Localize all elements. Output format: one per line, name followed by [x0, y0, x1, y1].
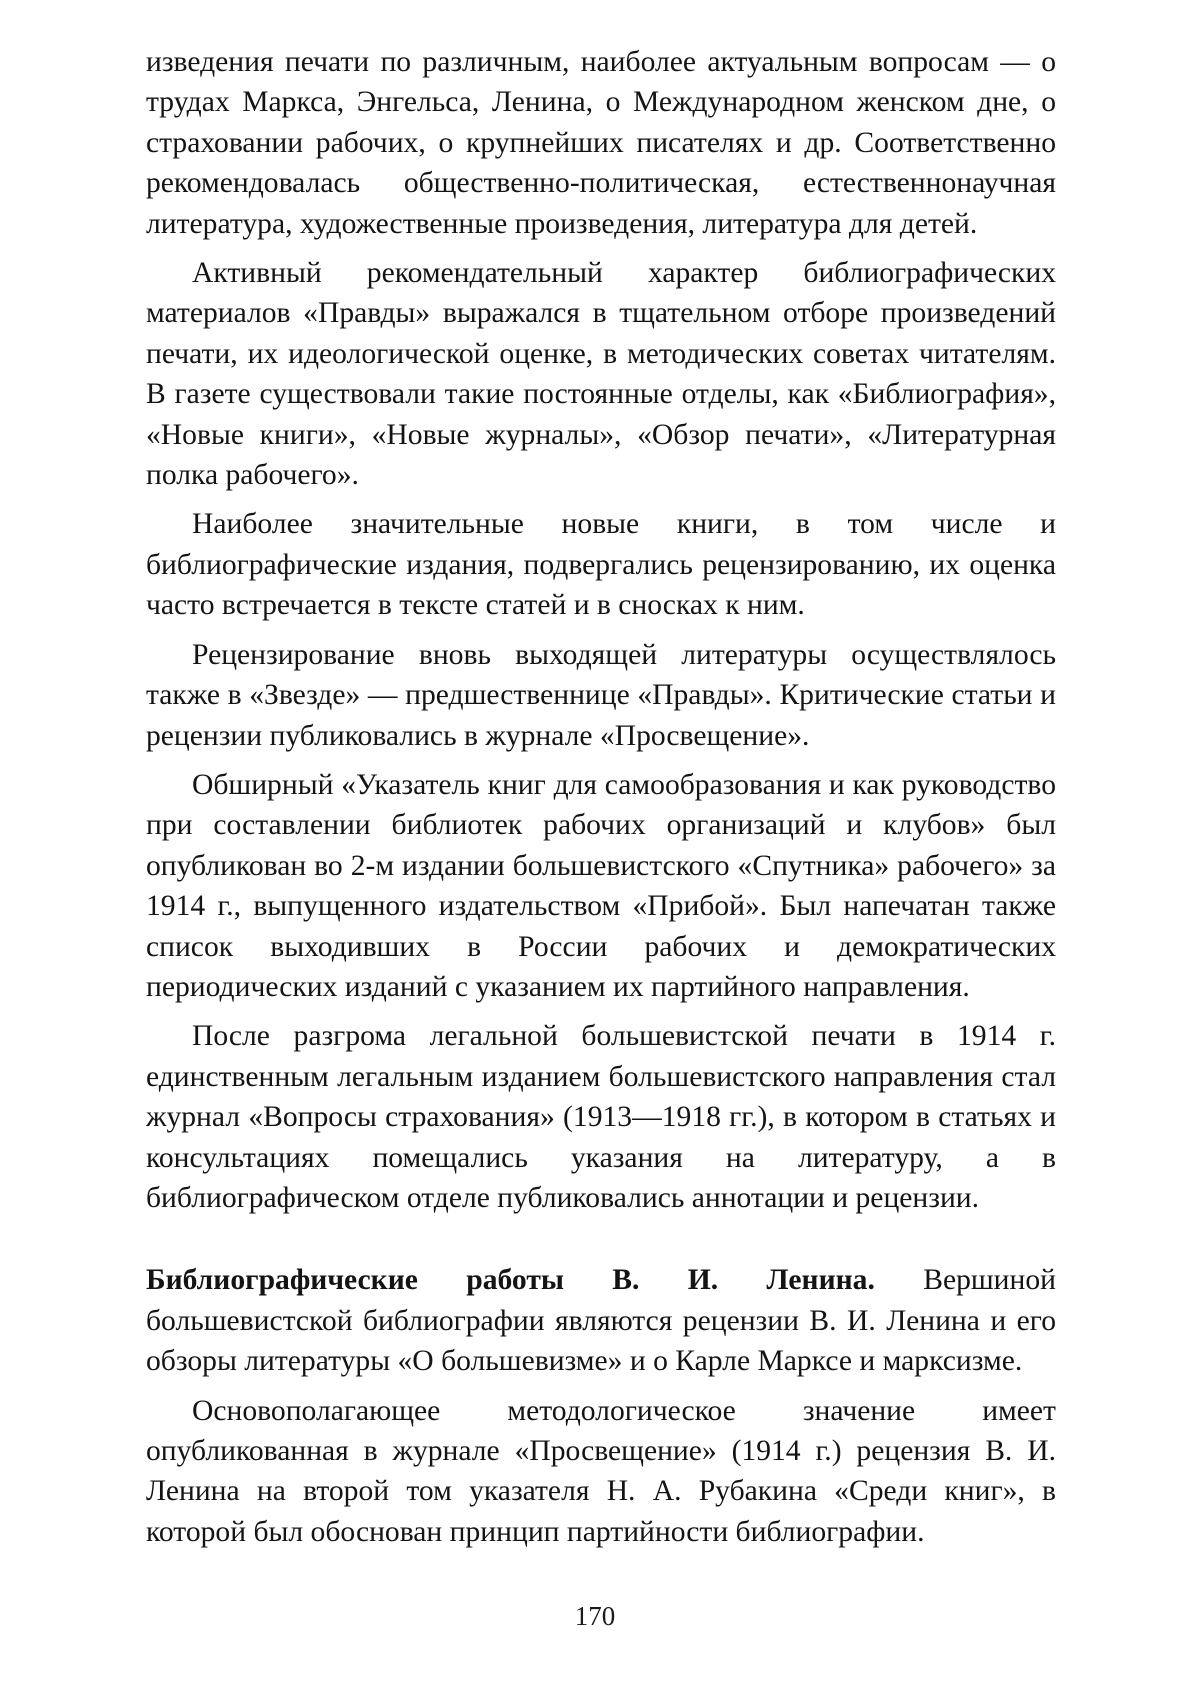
- section-lead-paragraph: [146, 1260, 1056, 1381]
- paragraph: Рецензирование вновь выходящей литературы осуществлялось также в «Звезде» — предшественнице «Правды». Критические статьи и рецензии публиковались в журнале «Просвещение».: [146, 638, 1056, 752]
- section-lead-text: Вершиной большевистской библиографии являются рецензии В. И. Ленина и его обзоры литературы «О большевизме» и о Карле Марксе и марксизме.: [146, 1264, 1056, 1378]
- section-heading: Библиографические работы В. И. Ленина.: [146, 1264, 875, 1297]
- paragraph: Наиболее значительные новые книги, в том числе и библиографические издания, подвергались рецензированию, их оценка часто встречается в тексте статей и в сносках к ним.: [146, 508, 1056, 622]
- paragraph: Активный рекомендательный характер библиографических материалов «Правды» выражался в тщательном отборе произведений печати, их идеологической оценке, в методических советах читателям. В газете существовали такие постоянные отделы, как «Библиография», «Новые книги», «Новые журналы», «Обзор печати», «Литературная полка рабочего».: [146, 257, 1056, 492]
- paragraph: Обширный «Указатель книг для самообразования и как руководство при составлении библиотек рабочих организаций и клубов» был опубликован во 2-м издании большевистского «Спутника» рабочего» за 1914 г., выпущенного издательством «Прибой». Был напечатан также список выходивших в России рабочих и демократических периодических изданий с указанием их партийного направления.: [146, 768, 1056, 1003]
- page-text: [146, 42, 1056, 1552]
- paragraph-continuation: изведения печати по различным, наиболее актуальным вопросам — о трудах Маркса, Энгельса, Ленина, о Международном женском дне, о страховании рабочих, о крупнейших писателях и др. Соответственно рекомендовалась общественно-политическая, естественнонаучная литература, художественные произведения, литература для детей.: [146, 46, 1056, 240]
- page-number: 170: [574, 1601, 616, 1631]
- paragraph: Основополагающее методологическое значение имеет опубликованная в журнале «Просвещение» (1914 г.) рецензия В. И. Ленина на второй том указателя Н. А. Рубакина «Среди книг», в которой был обоснован принцип партийности библиографии.: [146, 1394, 1056, 1548]
- paragraph: После разгрома легальной большевистской печати в 1914 г. единственным легальным изданием большевистского направления стал журнал «Вопросы страхования» (1913—1918 гг.), в котором в статьях и консультациях помещались указания на литературу, а в библиографическом отделе публиковались аннотации и рецензии.: [146, 1020, 1056, 1214]
